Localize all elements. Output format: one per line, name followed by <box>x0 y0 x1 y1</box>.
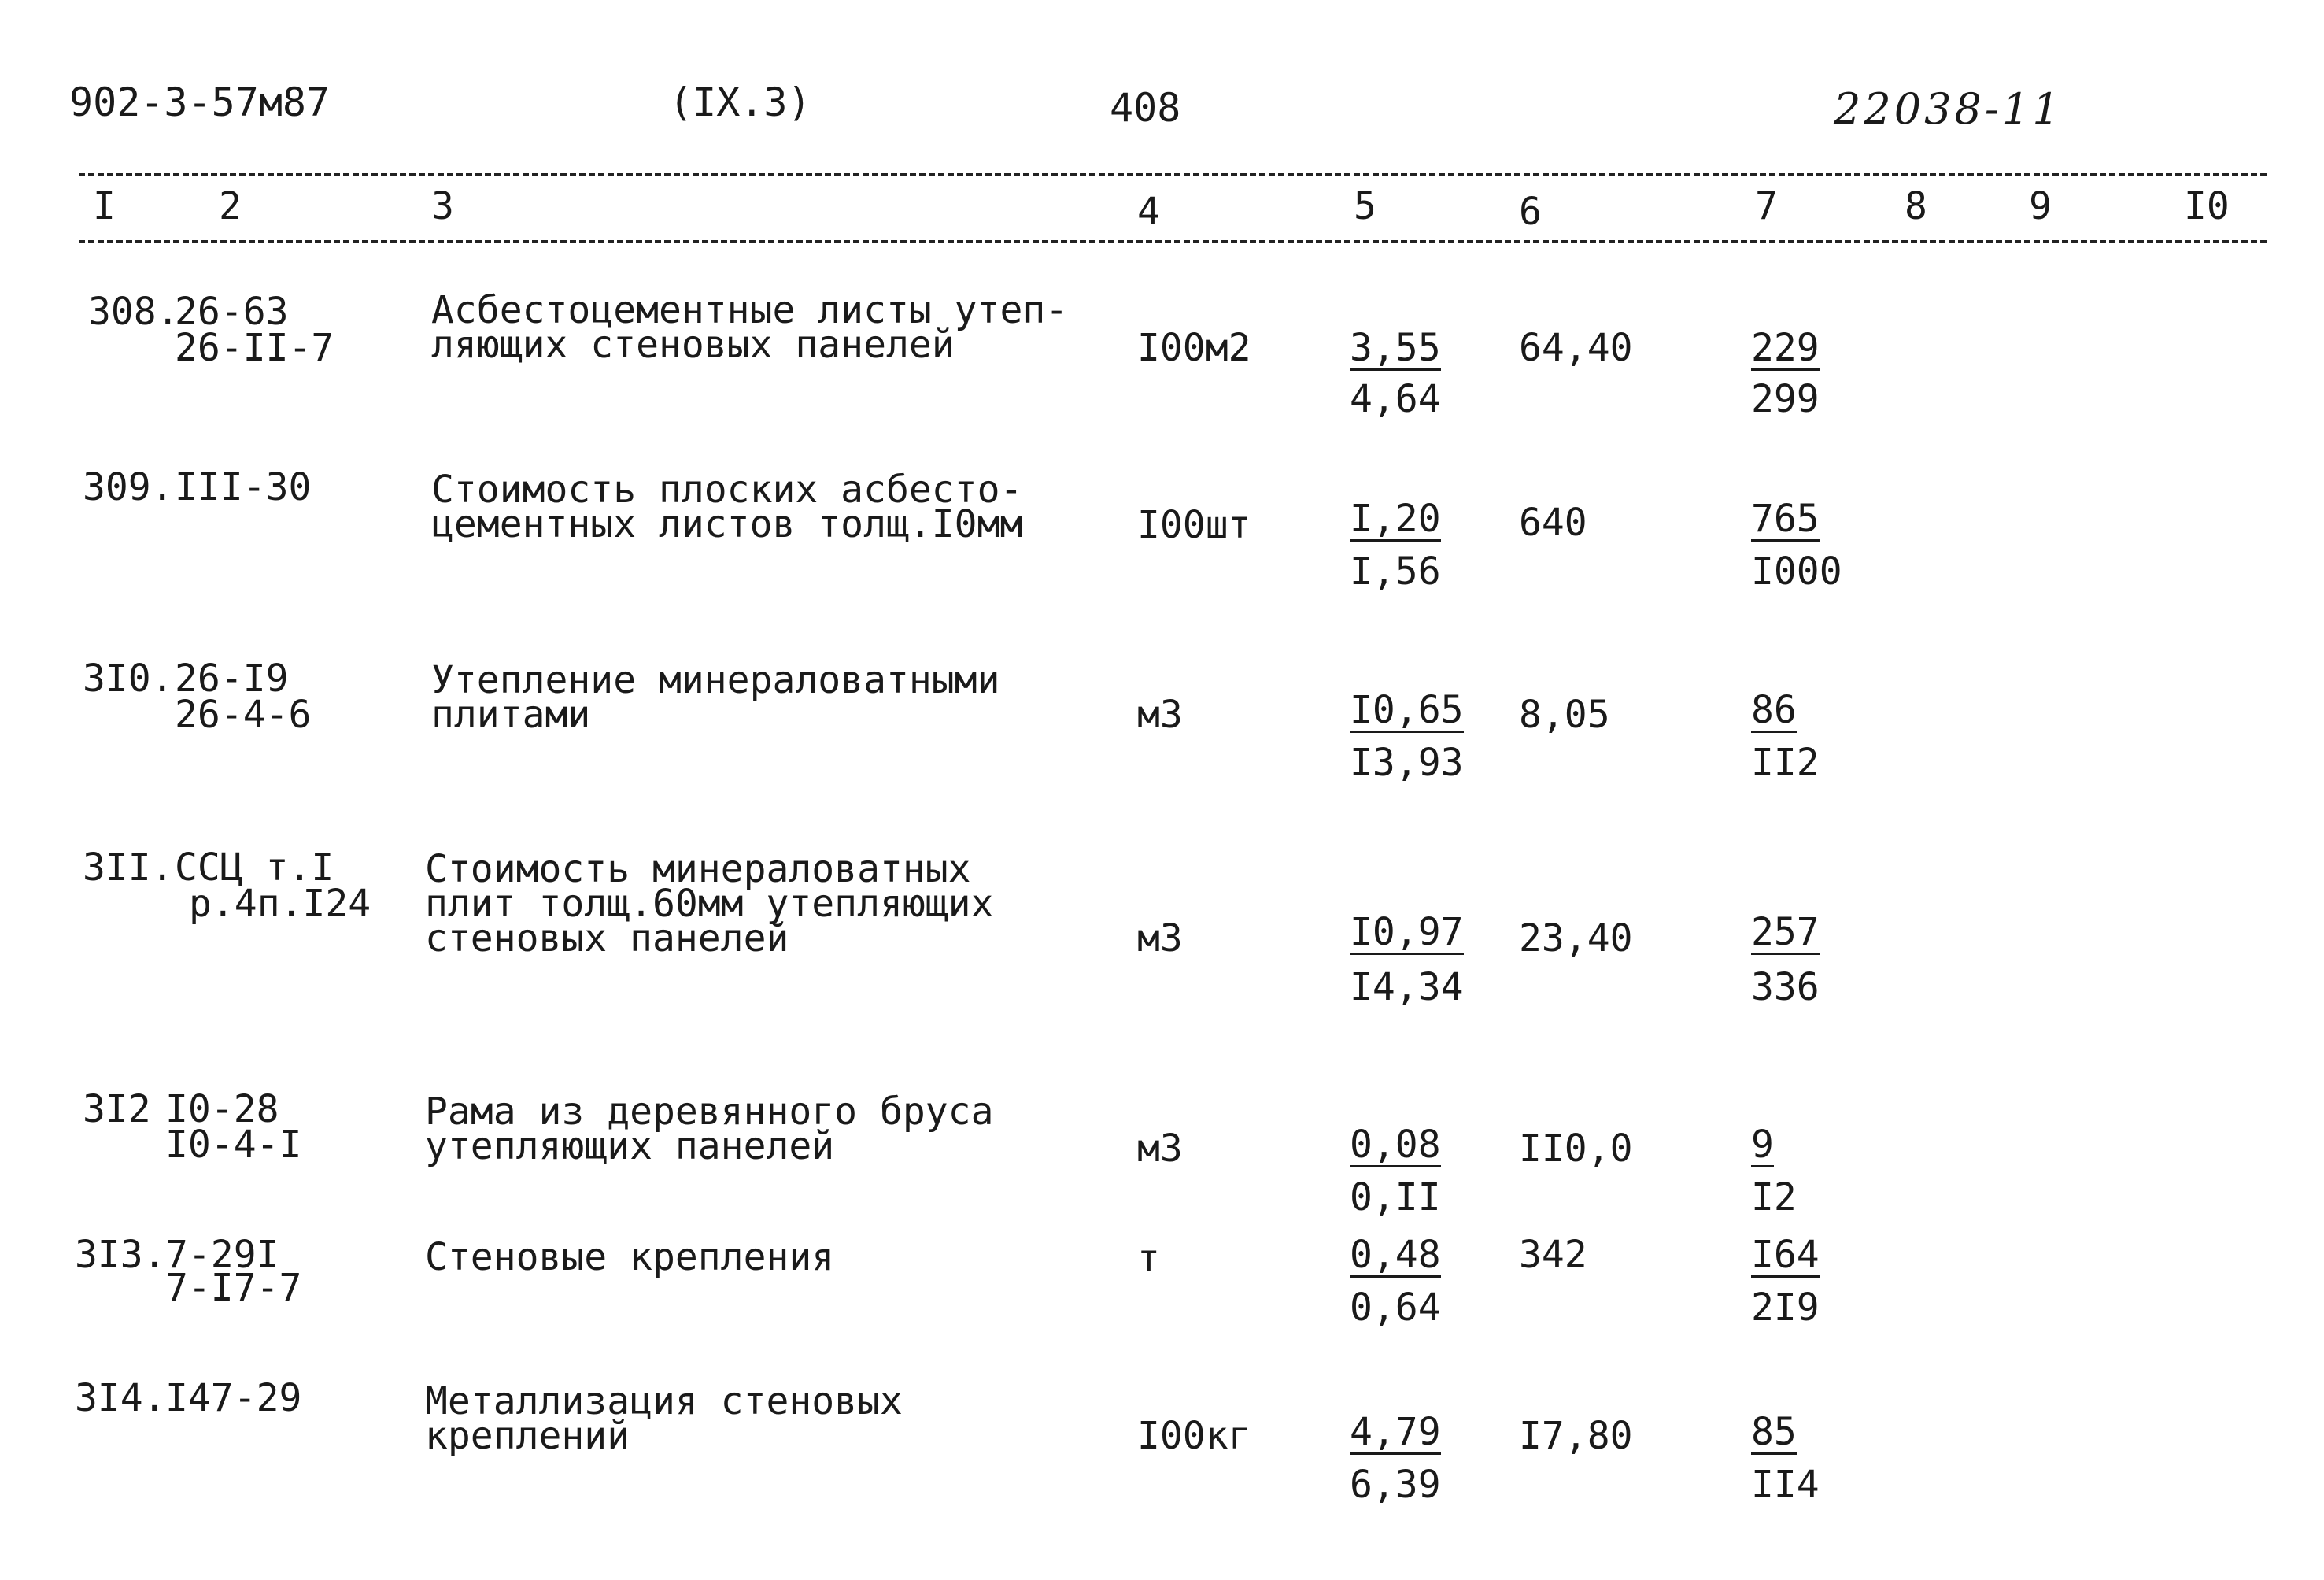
row-description: Асбестоцементные листы утеп- ляющих стеновых панелей <box>431 288 1069 367</box>
row-code-secondary: р.4п.I24 <box>189 882 371 926</box>
row-number: 3I3. <box>75 1233 166 1277</box>
row-quantity-top: I,20 <box>1350 497 1441 541</box>
row-cost-bottom: II2 <box>1751 741 1820 785</box>
document-code: 902-3-57м87 <box>69 80 331 125</box>
row-description: Стоимость минераловатных плит толщ.60мм утепляющих стеновых панелей <box>425 847 994 960</box>
row-unit-price: 64,40 <box>1519 326 1633 370</box>
row-quantity-top: I0,97 <box>1350 910 1464 954</box>
row-cost-bottom: I2 <box>1751 1175 1797 1219</box>
col-header-2: 2 <box>219 184 242 228</box>
row-number: 3I4. <box>75 1376 166 1420</box>
row-unit-price: 8,05 <box>1519 693 1610 737</box>
row-unit: м3 <box>1137 693 1183 737</box>
row-cost-bottom: II4 <box>1751 1463 1820 1507</box>
row-unit: I00кг <box>1137 1414 1251 1458</box>
row-quantity-bottom: I3,93 <box>1350 741 1464 785</box>
row-unit-price: II0,0 <box>1519 1127 1633 1171</box>
col-header-9: 9 <box>2029 184 2052 228</box>
row-code-secondary: 7-I7-7 <box>165 1266 302 1310</box>
row-cost-bottom: 2I9 <box>1751 1286 1820 1330</box>
handwritten-number: 22038-11 <box>1834 84 2063 134</box>
row-unit: м3 <box>1137 916 1183 960</box>
row-quantity-top: 3,55 <box>1350 326 1441 370</box>
row-code-primary: 7-29I <box>165 1233 279 1277</box>
row-code-primary: 26-63 <box>175 290 289 334</box>
row-description: Металлизация стеновых креплений <box>425 1379 903 1458</box>
row-cost-top: I64 <box>1751 1233 1820 1277</box>
row-cost-top: 257 <box>1751 910 1820 954</box>
row-number: 308. <box>88 290 179 334</box>
col-header-8: 8 <box>1905 184 1927 228</box>
row-quantity-top: 4,79 <box>1350 1410 1441 1454</box>
row-cost-top: 9 <box>1751 1123 1774 1167</box>
row-unit: м3 <box>1137 1127 1183 1171</box>
row-code-primary: ССЦ т.I <box>175 846 334 890</box>
row-unit: I00м2 <box>1137 326 1251 370</box>
row-code-primary: I47-29 <box>165 1376 302 1420</box>
row-cost-bottom: 336 <box>1751 965 1820 1009</box>
row-code-primary: 26-I9 <box>175 657 289 701</box>
row-cost-bottom: I000 <box>1751 549 1842 594</box>
section-number: (IX.3) <box>669 80 811 125</box>
row-number: 3II. <box>83 846 174 890</box>
row-cost-top: 86 <box>1751 688 1797 732</box>
row-cost-top: 85 <box>1751 1410 1797 1454</box>
row-unit-price: I7,80 <box>1519 1414 1633 1458</box>
row-unit: I00шт <box>1137 503 1251 547</box>
row-number: 3I0. <box>83 657 174 701</box>
row-number: 3I2 <box>83 1087 151 1131</box>
row-code-secondary: I0-4-I <box>165 1123 302 1167</box>
row-quantity-top: 0,08 <box>1350 1123 1441 1167</box>
row-quantity-bottom: I4,34 <box>1350 965 1464 1009</box>
row-cost-top: 765 <box>1751 497 1820 541</box>
row-code-secondary: 26-4-6 <box>175 693 312 737</box>
header-rule-bottom <box>79 240 2267 243</box>
row-description: Рама из деревянного бруса утепляющих панелей <box>425 1090 994 1168</box>
row-quantity-bottom: 0,II <box>1350 1175 1441 1219</box>
row-quantity-top: I0,65 <box>1350 688 1464 732</box>
col-header-6: 6 <box>1519 190 1542 234</box>
row-unit-price: 342 <box>1519 1233 1587 1277</box>
row-description: Стеновые крепления <box>425 1235 835 1279</box>
col-header-5: 5 <box>1354 184 1376 228</box>
page-number: 408 <box>1110 85 1181 131</box>
row-code-secondary: 26-II-7 <box>175 326 334 370</box>
row-code-primary: I0-28 <box>165 1087 279 1131</box>
row-description: Утепление минераловатными плитами <box>431 658 1000 737</box>
row-quantity-top: 0,48 <box>1350 1233 1441 1277</box>
row-number: 309. <box>83 465 174 509</box>
row-description: Стоимость плоских асбесто- цементных листов толщ.I0мм <box>431 468 1023 546</box>
col-header-4: 4 <box>1137 190 1160 234</box>
header-rule-top <box>79 173 2267 176</box>
row-quantity-bottom: I,56 <box>1350 549 1441 594</box>
row-cost-bottom: 299 <box>1751 377 1820 421</box>
row-unit-price: 23,40 <box>1519 916 1633 960</box>
col-header-10: I0 <box>2184 184 2230 228</box>
row-unit: т <box>1137 1237 1160 1281</box>
row-unit-price: 640 <box>1519 501 1587 545</box>
col-header-1: I <box>93 184 116 228</box>
row-quantity-bottom: 0,64 <box>1350 1286 1441 1330</box>
col-header-3: 3 <box>431 184 454 228</box>
row-quantity-bottom: 4,64 <box>1350 377 1441 421</box>
row-code-primary: III-30 <box>175 465 312 509</box>
row-quantity-bottom: 6,39 <box>1350 1463 1441 1507</box>
row-cost-top: 229 <box>1751 326 1820 370</box>
col-header-7: 7 <box>1755 184 1778 228</box>
